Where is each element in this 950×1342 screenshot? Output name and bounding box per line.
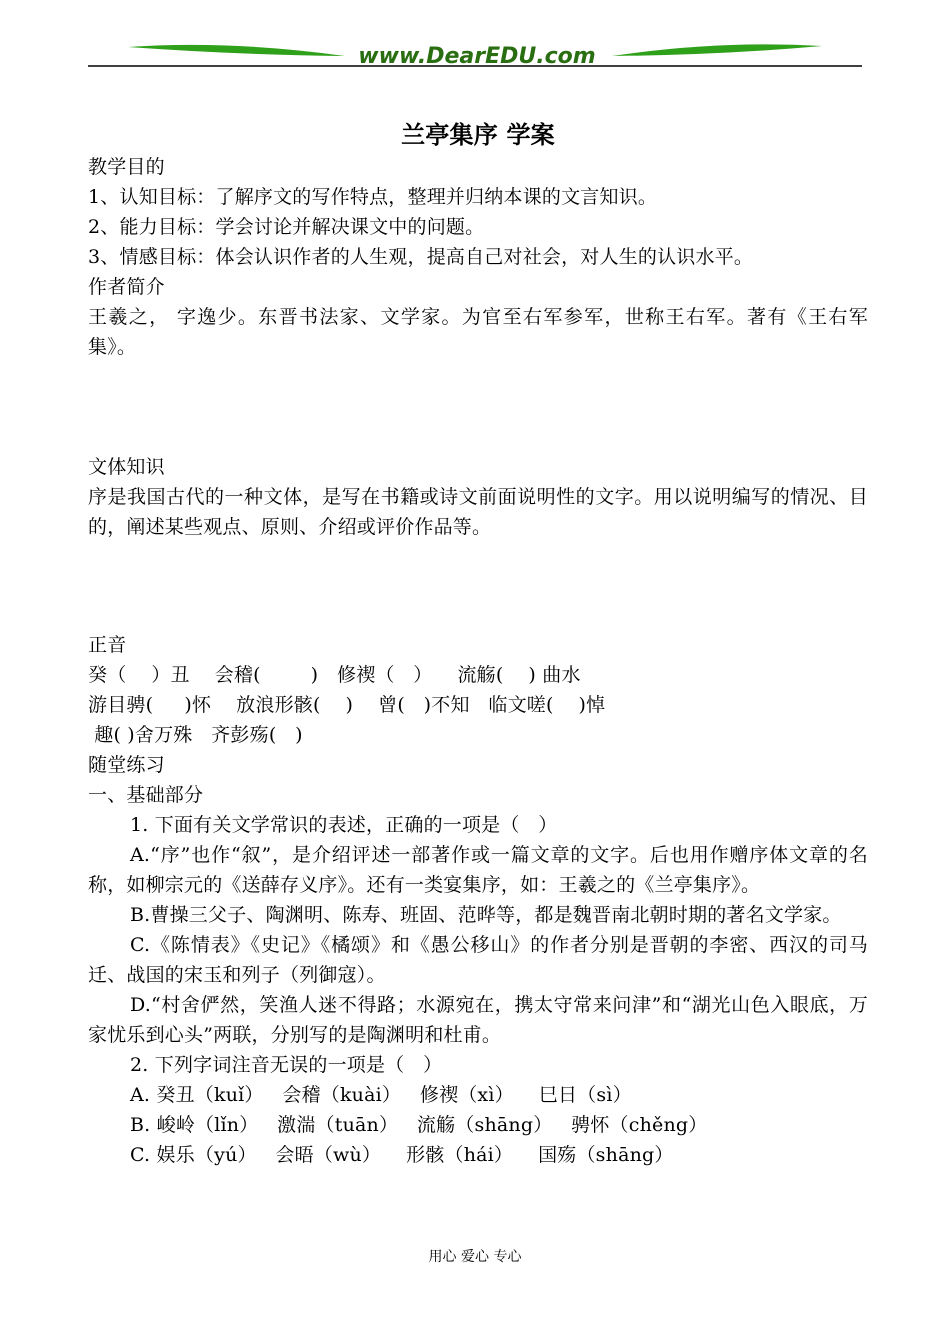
q1-option-b: B.曹操三父子、陶渊明、陈寿、班固、范晔等，都是魏晋南北朝时期的著名文学家。 — [130, 904, 842, 926]
site-logo-text: www.DearEDU.com — [358, 44, 596, 69]
section-heading-author: 作者简介 — [88, 276, 165, 298]
objective-2: 2、能力目标：学会讨论并解决课文中的问题。 — [88, 216, 485, 238]
section-heading-genre: 文体知识 — [88, 456, 165, 478]
objective-1: 1、认知目标：了解序文的写作特点，整理并归纳本课的文言知识。 — [88, 186, 658, 208]
section-heading-practice: 随堂练习 — [88, 754, 165, 776]
author-intro: 王羲之， 字逸少。东晋书法家、文学家。为官至右军参军，世称王右军。著有《王右军集》。 — [88, 306, 868, 358]
q2-option-c: C. 娱乐（yú） 会晤（wù） 形骸（hái） 国殇（shāng） — [130, 1144, 674, 1166]
pronunciation-row-2: 游目骋( )怀 放浪形骸( ) 曾( )不知 临文嗟( )悼 — [88, 694, 606, 716]
question-1: 1. 下面有关文学常识的表述，正确的一项是（ ） — [130, 814, 558, 836]
pronunciation-row-3: 趣( )舍万殊 齐彭殇( ) — [88, 724, 303, 746]
page-footer: 用心 爱心 专心 — [428, 1249, 522, 1265]
site-header-banner — [0, 0, 950, 80]
section-heading-objectives: 教学目的 — [88, 156, 165, 178]
subsection-basic: 一、基础部分 — [88, 784, 204, 806]
q1-option-c: C.《陈情表》《史记》《橘颂》和《愚公移山》的作者分别是晋朝的李密、西汉的司马迁、战国的宋玉和列子（列御寇）。 — [88, 934, 868, 986]
question-2: 2. 下列字词注音无误的一项是（ ） — [130, 1054, 443, 1076]
section-heading-pronunciation: 正音 — [88, 634, 127, 656]
objective-3: 3、情感目标：体会认识作者的人生观，提高自己对社会，对人生的认识水平。 — [88, 246, 754, 268]
pronunciation-row-1: 癸（ ）丑 会稽( ) 修禊（ ） 流觞( ) 曲水 — [88, 664, 581, 686]
q2-option-b: B. 峻岭（lǐn） 激湍（tuān） 流觞（shāng） 骋怀（chěng） — [130, 1114, 708, 1136]
q1-option-d: D.“村舍俨然，笑渔人迷不得路；水源宛在，携太守常来问津”和“湖光山色入眼底，万家忧乐到心头”两联，分别写的是陶渊明和杜甫。 — [88, 994, 868, 1046]
q1-option-a: A.“序”也作“叙”，是介绍评述一部著作或一篇文章的文字。后也用作赠序体文章的名称，如柳宗元的《送薛存义序》。还有一类宴集序，如：王羲之的《兰亭集序》。 — [88, 844, 868, 896]
left-green-swoosh — [128, 45, 345, 56]
page-title: 兰亭集序 学案 — [401, 121, 555, 149]
genre-text: 序是我国古代的一种文体，是写在书籍或诗文前面说明性的文字。用以说明编写的情况、目的，阐述某些观点、原则、介绍或评价作品等。 — [88, 486, 868, 538]
q2-option-a: A. 癸丑（kuǐ） 会稽（kuài） 修禊（xì） 巳日（sì） — [130, 1084, 632, 1106]
document-body — [88, 118, 868, 1170]
header-graphic — [0, 0, 950, 80]
right-green-swoosh — [612, 44, 822, 56]
